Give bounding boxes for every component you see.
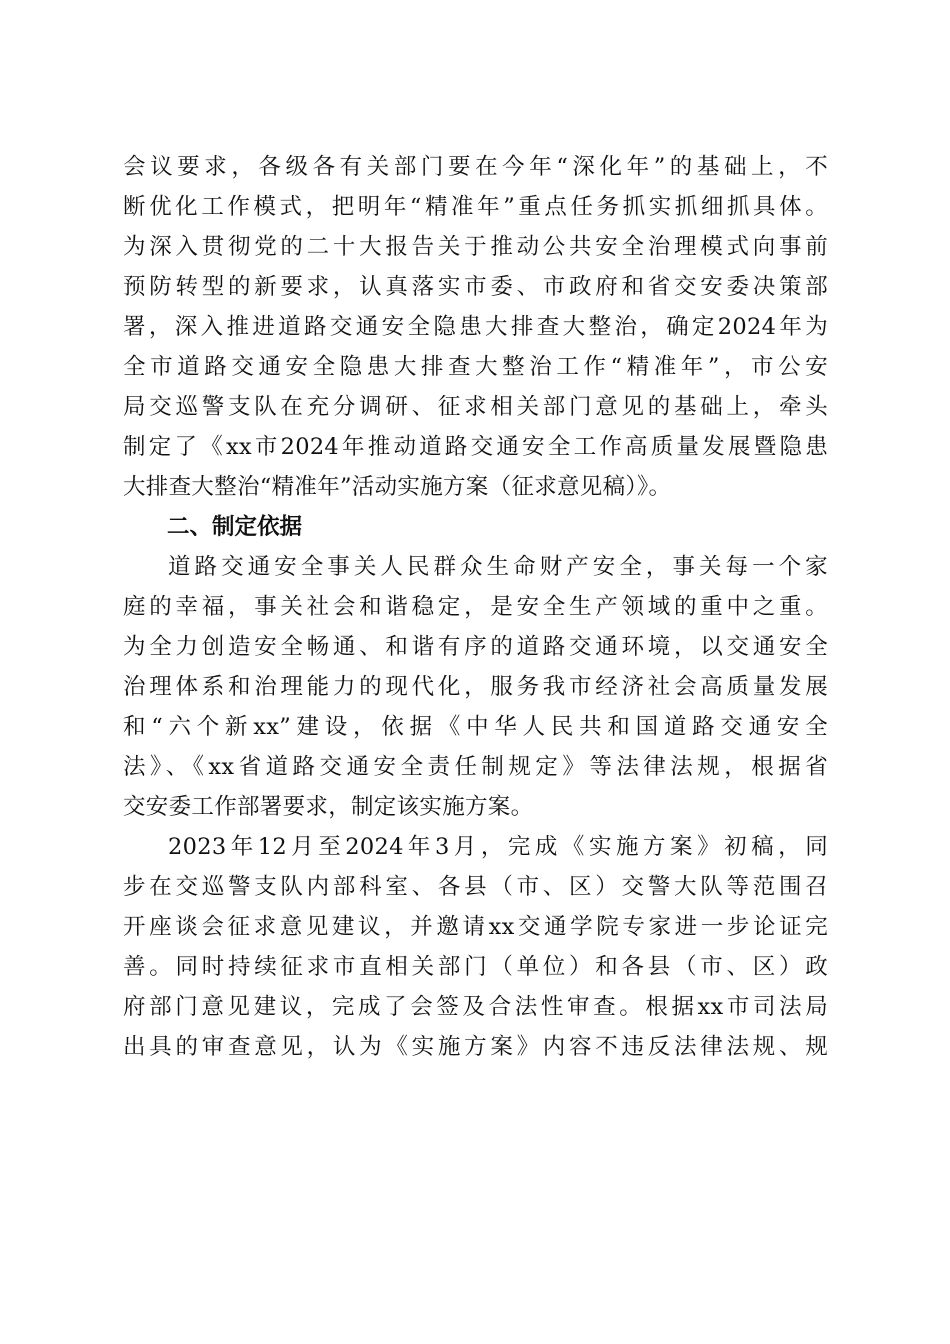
body-text-line: 道路交通安全事关人民群众生命财产安全，事关每一个家	[168, 554, 828, 580]
body-text-line: 会议要求，各级各有关部门要在今年“深化年”的基础上，不	[123, 154, 828, 180]
body-text-line: 为深入贯彻党的二十大报告关于推动公共安全治理模式向事前	[123, 234, 828, 260]
body-text-line: 法》、《xx省道路交通安全责任制规定》等法律法规，根据省	[123, 754, 828, 780]
body-text-line: 2023年12月至2024年3月，完成《实施方案》初稿，同	[168, 834, 828, 860]
body-text-line: 制定了《xx市2024年推动道路交通安全工作高质量发展暨隐患	[123, 434, 828, 460]
body-text-line: 断优化工作模式，把明年“精准年”重点任务抓实抓细抓具体。	[123, 194, 828, 220]
body-text-line: 和“六个新xx”建设，依据《中华人民共和国道路交通安全	[123, 714, 828, 740]
body-text-line: 预防转型的新要求，认真落实市委、市政府和省交安委决策部	[123, 274, 828, 300]
body-text-line: 全市道路交通安全隐患大排查大整治工作“精准年”，市公安	[123, 354, 828, 380]
body-text-line: 善。同时持续征求市直相关部门（单位）和各县（市、区）政	[123, 954, 828, 980]
body-text-line: 交安委工作部署要求，制定该实施方案。	[123, 794, 534, 820]
body-text-line: 府部门意见建议，完成了会签及合法性审查。根据xx市司法局	[123, 994, 828, 1020]
body-text-line: 署，深入推进道路交通安全隐患大排查大整治，确定2024年为	[123, 314, 828, 340]
body-text-line: 治理体系和治理能力的现代化，服务我市经济社会高质量发展	[123, 674, 828, 700]
body-text-line: 出具的审查意见，认为《实施方案》内容不违反法律法规、规	[123, 1034, 828, 1060]
section-heading: 二、制定依据	[167, 514, 303, 540]
body-text-line: 局交巡警支队在充分调研、征求相关部门意见的基础上，牵头	[123, 394, 828, 420]
body-text-line: 大排查大整治“精准年”活动实施方案（征求意见稿）》。	[123, 474, 672, 500]
body-text-line: 开座谈会征求意见建议，并邀请xx交通学院专家进一步论证完	[123, 914, 828, 940]
body-text-line: 为全力创造安全畅通、和谐有序的道路交通环境，以交通安全	[123, 634, 828, 660]
body-text-line: 庭的幸福，事关社会和谐稳定，是安全生产领域的重中之重。	[123, 594, 828, 620]
body-text-line: 步在交巡警支队内部科室、各县（市、区）交警大队等范围召	[123, 874, 828, 900]
